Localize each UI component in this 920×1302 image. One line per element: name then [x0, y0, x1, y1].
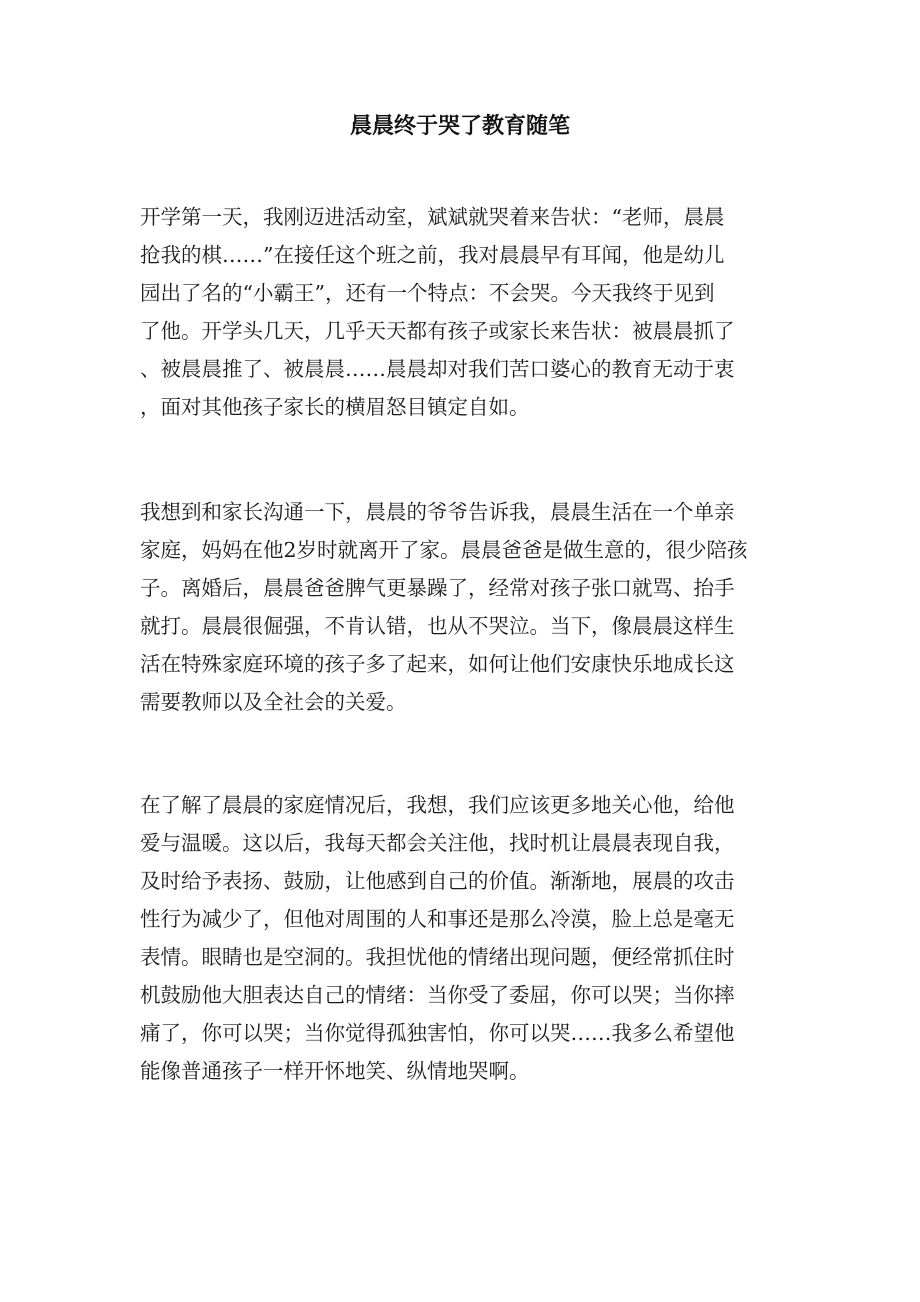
text-line: 抢我的棋……”在接任这个班之前，我对晨晨早有耳闻，他是幼儿	[140, 243, 725, 267]
text-line: ，面对其他孩子家长的横眉怒目镇定自如。	[140, 395, 530, 419]
text-line: 痛了，你可以哭；当你觉得孤独害怕，你可以哭……我多么希望他	[140, 1021, 735, 1045]
text-line: 园出了名的“小霸王”，还有一个特点：不会哭。今天我终于见到	[140, 281, 715, 305]
paragraph-1	[140, 198, 780, 426]
text-line: 就打。晨晨很倔强，不肯认错，也从不哭泣。当下，像晨晨这样生	[140, 614, 735, 638]
text-line: 机鼓励他大胆表达自己的情绪：当你受了委屈，你可以哭；当你摔	[140, 983, 735, 1007]
text-line: 子。离婚后，晨晨爸爸脾气更暴躁了，经常对孩子张口就骂、抬手	[140, 576, 735, 600]
text-line: 性行为减少了，但他对周围的人和事还是那么冷漠，脸上总是毫无	[140, 907, 735, 931]
document-title: 晨晨终于哭了教育随笔	[349, 114, 570, 139]
text-line: 需要教师以及全社会的关爱。	[140, 690, 407, 714]
paragraph-2	[140, 493, 780, 721]
text-line: 家庭，妈妈在他2岁时就离开了家。晨晨爸爸是做生意的，很少陪孩	[140, 538, 748, 562]
paragraph-3	[140, 786, 780, 1090]
text-line: 我想到和家长沟通一下，晨晨的爷爷告诉我，晨晨生活在一个单亲	[140, 500, 735, 524]
text-line: 能像普通孩子一样开怀地笑、纵情地哭啊。	[140, 1059, 530, 1083]
text-line: 及时给予表扬、鼓励，让他感到自己的价值。渐渐地，展晨的攻击	[140, 869, 735, 893]
text-line: 开学第一天，我刚迈进活动室，斌斌就哭着来告状：“老师，晨晨	[140, 205, 725, 229]
text-line: 了他。开学头几天，几乎天天都有孩子或家长来告状：被晨晨抓了	[140, 319, 735, 343]
text-line: 在了解了晨晨的家庭情况后，我想，我们应该更多地关心他，给他	[140, 793, 735, 817]
text-line: 活在特殊家庭环境的孩子多了起来，如何让他们安康快乐地成长这	[140, 652, 735, 676]
text-line: 爱与温暖。这以后，我每天都会关注他，找时机让晨晨表现自我，	[140, 831, 735, 855]
text-line: 表情。眼睛也是空洞的。我担忧他的情绪出现问题，便经常抓住时	[140, 945, 735, 969]
text-line: 、被晨晨推了、被晨晨……晨晨却对我们苦口婆心的教育无动于衷	[140, 357, 735, 381]
